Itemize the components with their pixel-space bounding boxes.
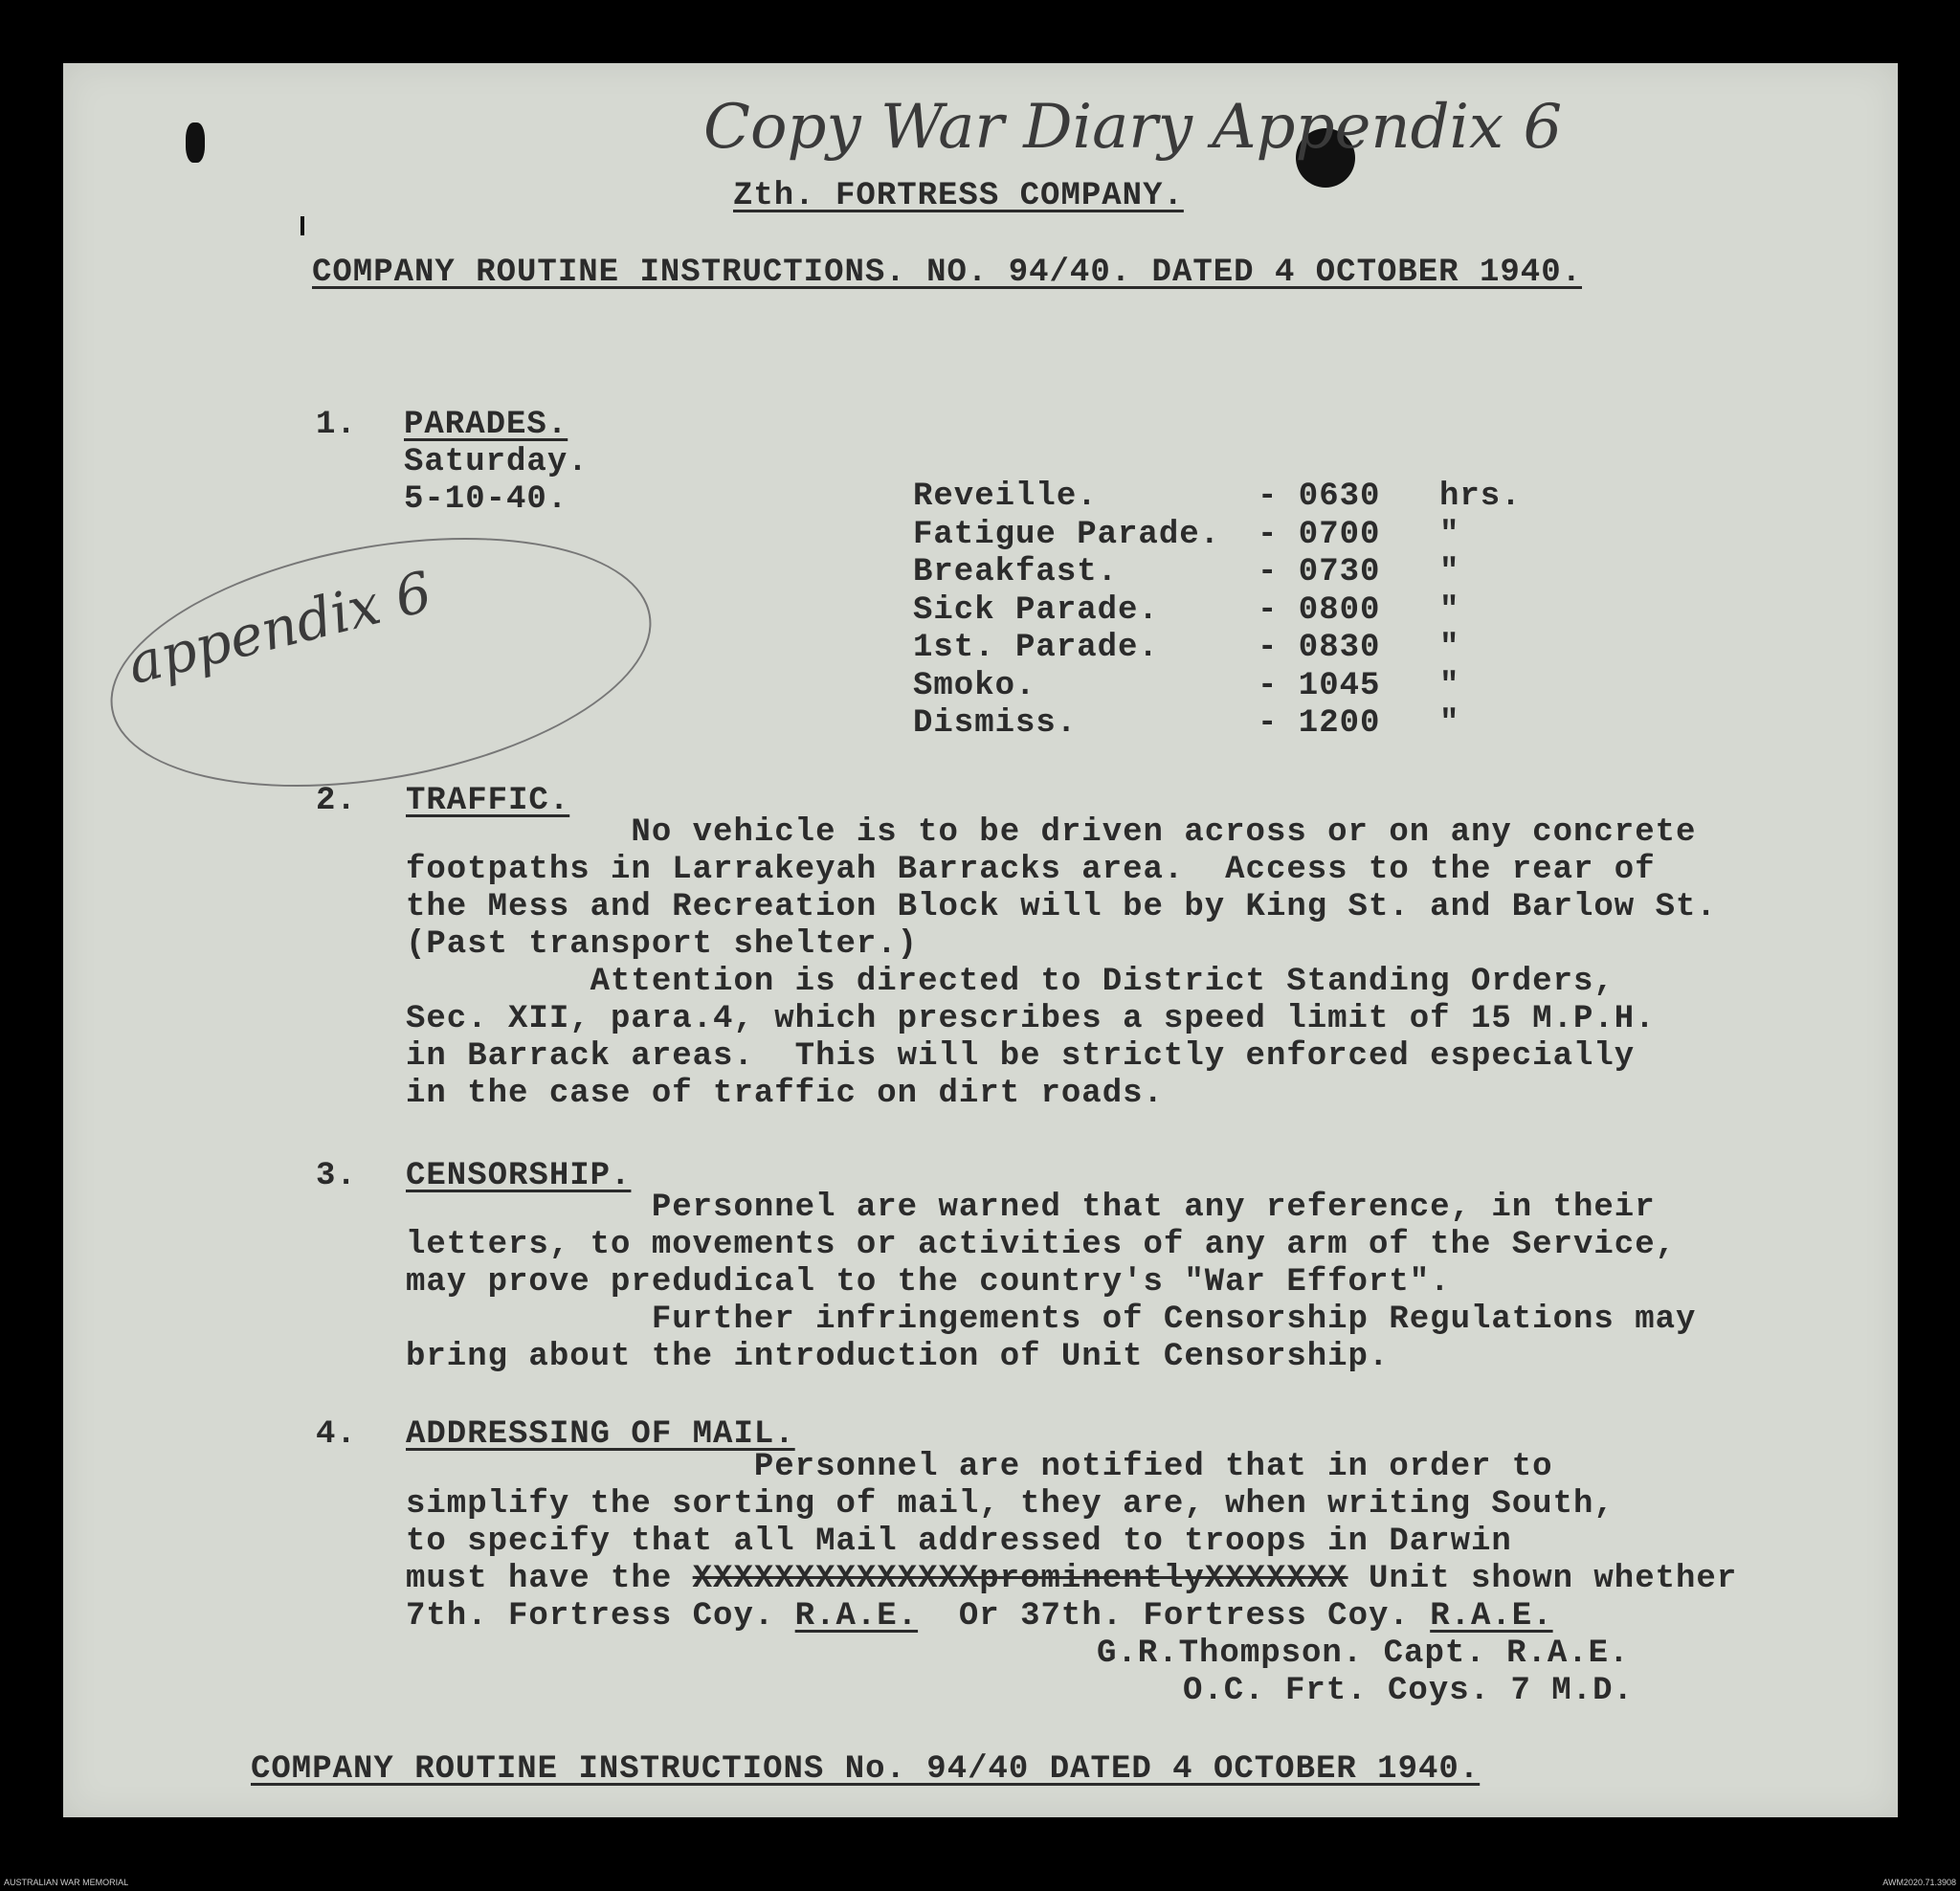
schedule-time: - 0730 xyxy=(1258,554,1381,590)
line-text: 7th. Fortress Coy. xyxy=(406,1598,795,1635)
body-line: No vehicle is to be driven across or on any concrete xyxy=(406,814,1697,851)
ink-blot xyxy=(186,122,205,163)
body-line: Personnel are warned that any reference, in their xyxy=(406,1190,1656,1226)
body-line: footpaths in Larrakeyah Barracks area. Access to the rear of xyxy=(406,852,1656,888)
schedule-event: Fatigue Parade. xyxy=(913,516,1221,553)
schedule-row xyxy=(913,630,1554,668)
schedule-unit: " xyxy=(1439,630,1460,666)
body-line: to specify that all Mail addressed to troops in Darwin xyxy=(406,1524,1512,1560)
body-line: Attention is directed to District Standing Orders, xyxy=(406,964,1615,1000)
section-2-heading: TRAFFIC. xyxy=(406,783,570,819)
schedule-unit: " xyxy=(1439,554,1460,590)
line-text: Unit shown whether xyxy=(1348,1561,1738,1597)
section-2-number: 2. xyxy=(316,783,357,819)
company-heading: Zth. FORTRESS COMPANY. xyxy=(733,178,1184,214)
schedule-event: Breakfast. xyxy=(913,554,1119,590)
section-1-heading: PARADES. xyxy=(404,407,568,443)
schedule-event: 1st. Parade. xyxy=(913,630,1159,666)
schedule-row xyxy=(913,668,1554,706)
body-line: may prove predudical to the country's "War Effort". xyxy=(406,1264,1451,1301)
section-3-number: 3. xyxy=(316,1158,357,1194)
schedule-time: - 0800 xyxy=(1258,591,1381,629)
section-1-number: 1. xyxy=(316,407,357,443)
schedule-row xyxy=(913,517,1554,555)
archive-bar xyxy=(0,1876,1960,1891)
schedule-row xyxy=(913,478,1554,517)
section-1-day: Saturday. xyxy=(404,444,589,480)
handwritten-note-top: Copy War Diary Appendix 6 xyxy=(703,92,1563,163)
archive-name: AUSTRALIAN WAR MEMORIAL xyxy=(4,1878,129,1887)
schedule-time: - 0830 xyxy=(1258,630,1381,666)
schedule-row xyxy=(913,554,1554,592)
body-line: in the case of traffic on dirt roads. xyxy=(406,1076,1164,1112)
schedule-event: Smoko. xyxy=(913,667,1036,704)
schedule-unit: " xyxy=(1439,667,1460,704)
body-line-struck xyxy=(406,1561,1737,1598)
line-text: Or 37th. Fortress Coy. xyxy=(918,1598,1431,1635)
schedule-time: - 0700 xyxy=(1258,516,1381,553)
document-title: COMPANY ROUTINE INSTRUCTIONS. NO. 94/40. DATED 4 OCTOBER 1940. xyxy=(312,255,1583,291)
schedule-unit: " xyxy=(1439,705,1460,742)
schedule-event: Reveille. xyxy=(913,478,1098,515)
body-line: simplify the sorting of mail, they are, when writing South, xyxy=(406,1486,1615,1523)
body-line: in Barrack areas. This will be strictly enforced especially xyxy=(406,1038,1636,1075)
body-line: Personnel are notified that in order to xyxy=(406,1449,1553,1485)
unit-rae: R.A.E. xyxy=(1430,1598,1553,1635)
footer-title: COMPANY ROUTINE INSTRUCTIONS No. 94/40 DATED 4 OCTOBER 1940. xyxy=(251,1751,1481,1788)
signature-role: O.C. Frt. Coys. 7 M.D. xyxy=(1183,1673,1634,1709)
section-4-number: 4. xyxy=(316,1416,357,1453)
struck-text: XXXXXXXXXXXXXXprominentlyXXXXXXX xyxy=(692,1561,1348,1597)
schedule-event: Sick Parade. xyxy=(913,591,1159,629)
schedule-event: Dismiss. xyxy=(913,705,1078,742)
schedule-unit: hrs. xyxy=(1439,478,1522,515)
body-line: the Mess and Recreation Block will be by King St. and Barlow St. xyxy=(406,889,1717,925)
section-4-heading: ADDRESSING OF MAIL. xyxy=(406,1416,795,1453)
schedule-time: - 0630 xyxy=(1258,478,1381,515)
body-line: Further infringements of Censorship Regulations may xyxy=(406,1301,1697,1338)
line-text: must have the xyxy=(406,1561,693,1597)
body-line: letters, to movements or activities of any arm of the Service, xyxy=(406,1227,1677,1263)
body-line xyxy=(406,1598,1553,1635)
parade-schedule xyxy=(913,478,1554,744)
body-line: (Past transport shelter.) xyxy=(406,926,919,963)
section-1-date: 5-10-40. xyxy=(404,481,568,518)
body-line: bring about the introduction of Unit Censorship. xyxy=(406,1339,1390,1375)
schedule-unit: " xyxy=(1439,591,1460,629)
schedule-time: - 1200 xyxy=(1258,705,1381,742)
body-line: Sec. XII, para.4, which prescribes a speed limit of 15 M.P.H. xyxy=(406,1001,1656,1037)
section-3-heading: CENSORSHIP. xyxy=(406,1158,632,1194)
unit-rae: R.A.E. xyxy=(794,1598,919,1635)
handwritten-note-oval: appendix 6 xyxy=(121,558,438,698)
archive-id: AWM2020.71.3908 xyxy=(1882,1878,1956,1887)
ink-mark xyxy=(301,216,304,235)
signature-name: G.R.Thompson. Capt. R.A.E. xyxy=(1097,1635,1630,1672)
schedule-row xyxy=(913,705,1554,744)
schedule-time: - 1045 xyxy=(1258,667,1381,704)
schedule-unit: " xyxy=(1439,516,1460,553)
schedule-row xyxy=(913,592,1554,631)
